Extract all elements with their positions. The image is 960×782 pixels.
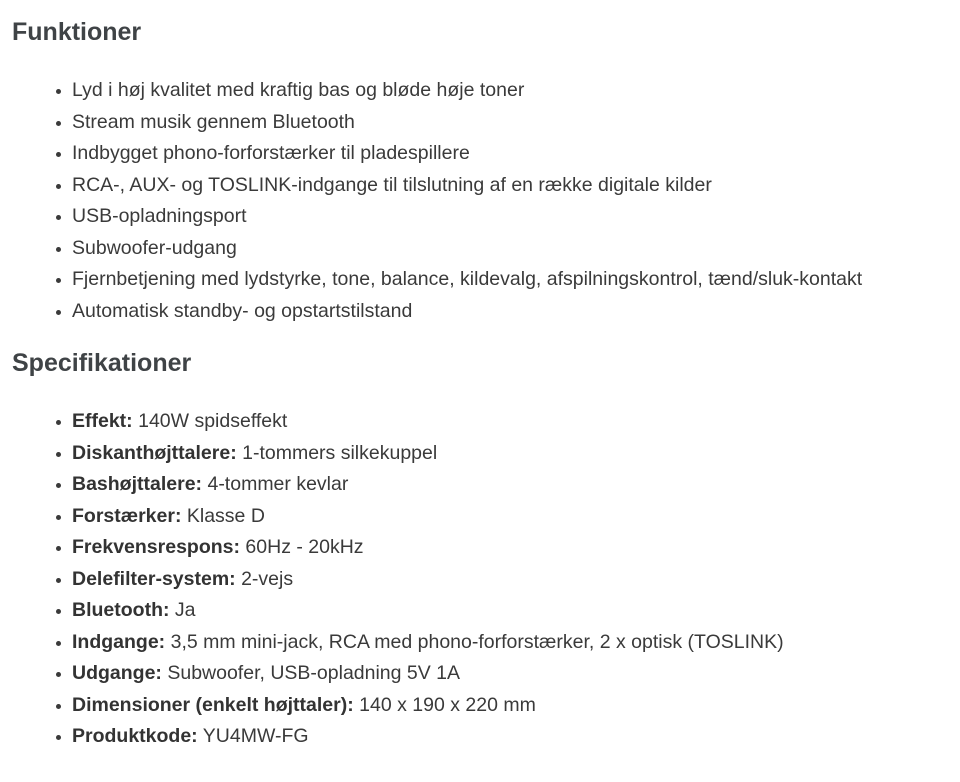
feature-item: Stream musik gennem Bluetooth (12, 107, 948, 139)
spec-label: Bashøjttalere: (72, 473, 203, 495)
feature-item: Lyd i høj kvalitet med kraftig bas og bløde høje toner (12, 75, 948, 107)
feature-item: USB-opladningsport (12, 201, 948, 233)
feature-item: Fjernbetjening med lydstyrke, tone, balance, kildevalg, afspilningskontrol, tænd/sluk-kontakt (12, 264, 948, 296)
spec-value: YU4MW-FG (202, 725, 309, 747)
spec-label: Dimensioner (enkelt højttaler): (72, 693, 354, 716)
spec-item (12, 532, 948, 564)
spec-item (12, 595, 948, 627)
features-heading: Funktioner (12, 18, 142, 46)
spec-item (12, 690, 948, 722)
spec-label: Forstærker: (72, 504, 182, 527)
feature-item: Indbygget phono-forforstærker til pladespillere (12, 138, 948, 170)
spec-item (12, 658, 948, 690)
spec-item (12, 721, 948, 753)
spec-value: Ja (174, 599, 196, 621)
spec-label: Produktkode: (72, 725, 198, 747)
spec-label: Diskanthøjttalere: (72, 441, 237, 464)
spec-value: Subwoofer, USB-opladning 5V 1A (167, 662, 461, 684)
feature-item: Subwoofer-udgang (12, 233, 948, 265)
features-list (12, 75, 948, 327)
spec-value: 140W spidseffekt (138, 410, 288, 432)
spec-label: Delefilter-system: (72, 567, 236, 590)
spec-value: 2-vejs (241, 567, 294, 590)
spec-value: 1-tommers silkekuppel (242, 441, 438, 464)
feature-item: Automatisk standby- og opstartstilstand (12, 296, 948, 328)
spec-label: Frekvensrespons: (72, 536, 240, 558)
spec-label: Effekt: (72, 410, 133, 432)
spec-value: 140 x 190 x 220 mm (359, 693, 536, 716)
feature-item: RCA-, AUX- og TOSLINK-indgange til tilslutning af en række digitale kilder (12, 170, 948, 202)
spec-value: 3,5 mm mini-jack, RCA med phono-forforstærker, 2 x optisk (TOSLINK) (170, 630, 784, 653)
spec-item (12, 406, 948, 438)
spec-item (12, 438, 948, 470)
spec-item (12, 469, 948, 501)
spec-value: 60Hz - 20kHz (245, 536, 364, 558)
spec-item (12, 564, 948, 596)
spec-label: Bluetooth: (72, 599, 170, 621)
spec-label: Indgange: (72, 630, 166, 653)
specs-list (12, 406, 948, 753)
spec-value: Klasse D (186, 504, 265, 527)
specs-heading: Specifikationer (12, 349, 192, 377)
spec-value: 4-tommer kevlar (207, 473, 349, 495)
spec-item (12, 501, 948, 533)
spec-label: Udgange: (72, 662, 162, 684)
spec-item (12, 627, 948, 659)
